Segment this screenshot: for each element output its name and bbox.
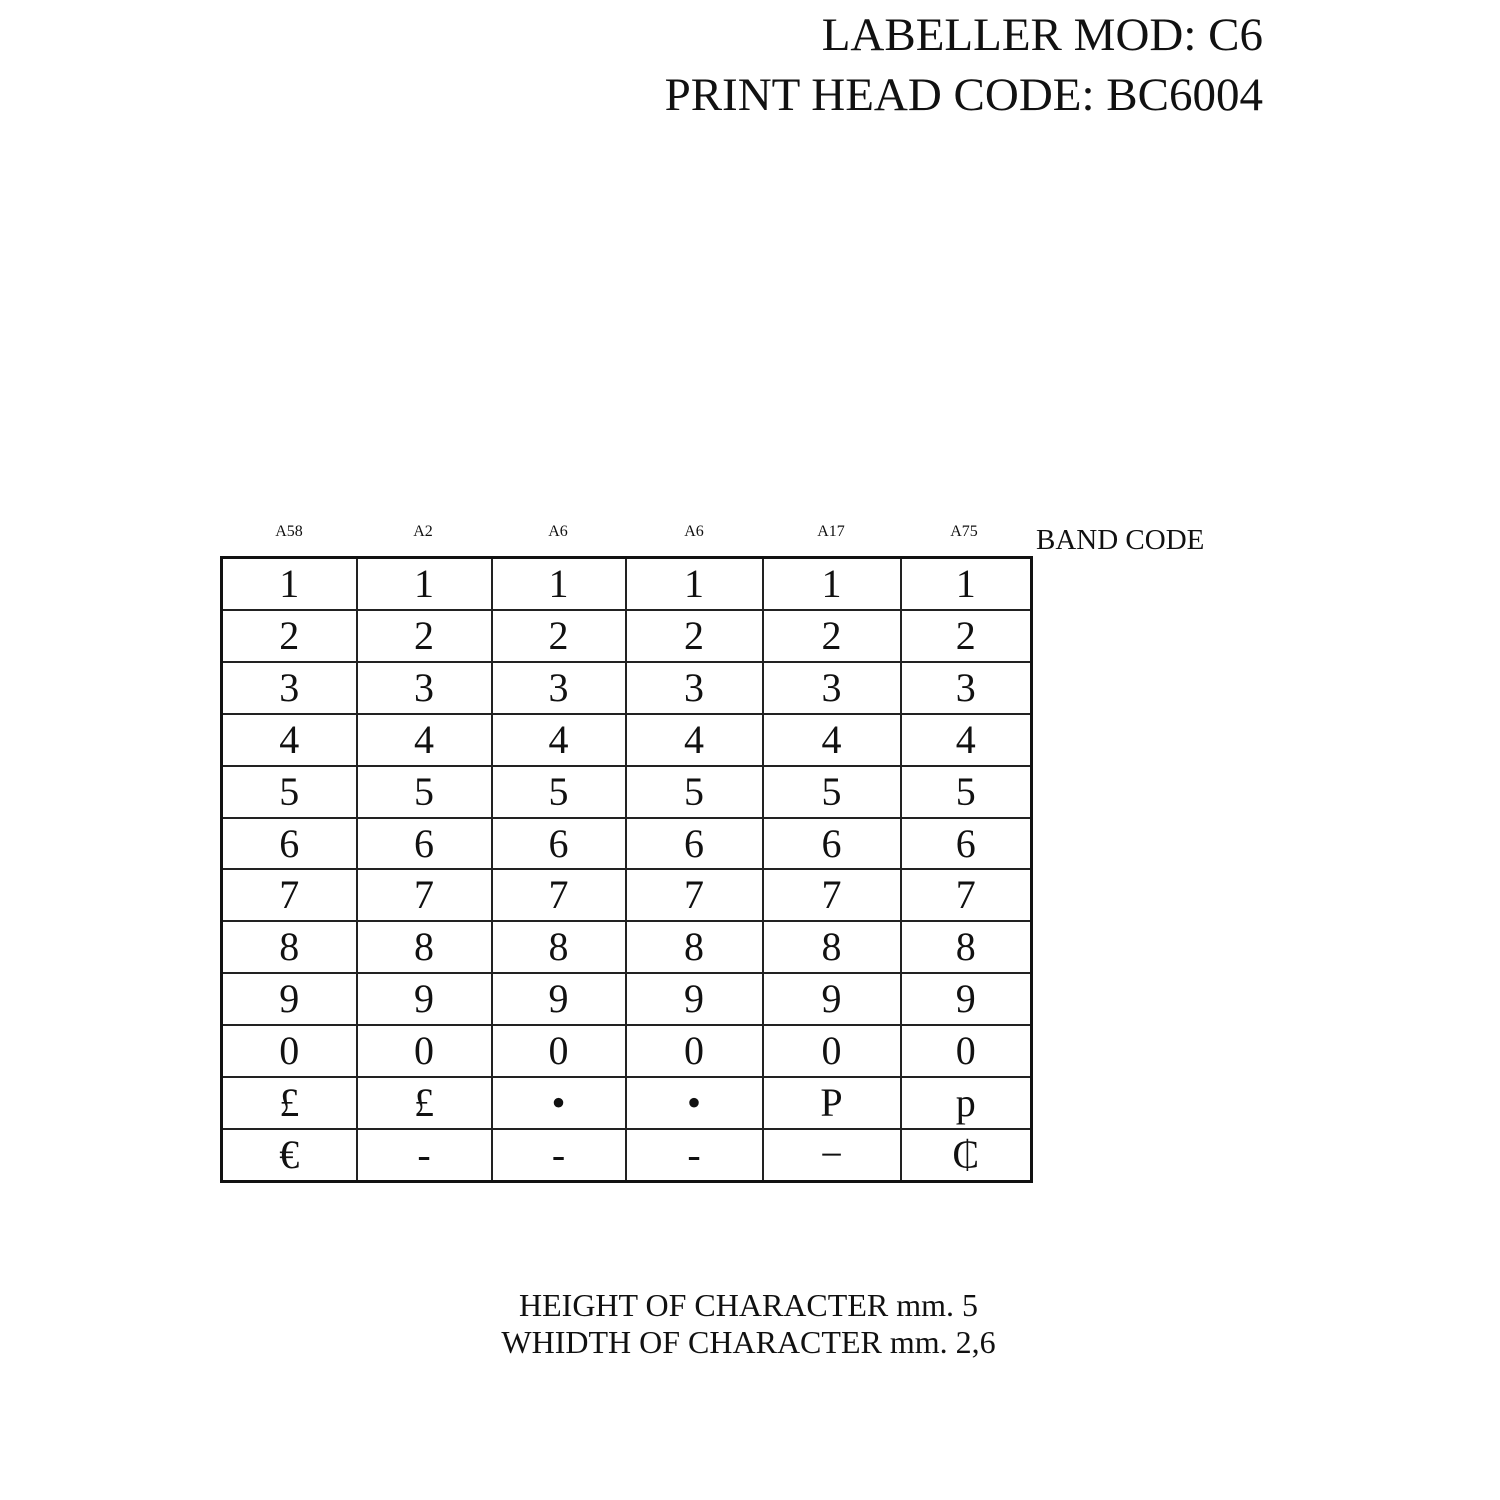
table-cell: £	[357, 1077, 492, 1129]
table-cell: 5	[492, 766, 626, 818]
table-cell: 4	[492, 714, 626, 766]
table-cell: 8	[626, 921, 763, 973]
print-head-code-title: PRINT HEAD CODE: BC6004	[664, 69, 1263, 121]
table-cell: 1	[763, 558, 901, 610]
table-cell: 5	[626, 766, 763, 818]
table-row	[222, 1129, 1032, 1182]
band-code-label: BAND CODE	[1036, 524, 1205, 556]
table-cell: £	[222, 1077, 357, 1129]
table-cell: 6	[357, 818, 492, 870]
table-cell: 7	[626, 869, 763, 921]
table-cell: -	[357, 1129, 492, 1182]
table-row	[222, 1077, 1032, 1129]
table-cell: 3	[901, 662, 1032, 714]
table-cell: 3	[626, 662, 763, 714]
table-cell: 6	[901, 818, 1032, 870]
table-row	[222, 921, 1032, 973]
table-cell: 3	[492, 662, 626, 714]
table-cell: 2	[901, 610, 1032, 662]
table-cell: 2	[357, 610, 492, 662]
table-cell: 5	[222, 766, 357, 818]
table-cell: €	[222, 1129, 357, 1182]
table-cell: 3	[222, 662, 357, 714]
table-row	[222, 558, 1032, 610]
table-cell: 6	[763, 818, 901, 870]
table-row	[222, 869, 1032, 921]
table-cell: 1	[492, 558, 626, 610]
table-cell: 0	[763, 1025, 901, 1077]
table-cell: -	[492, 1129, 626, 1182]
table-row	[222, 662, 1032, 714]
table-cell: 7	[763, 869, 901, 921]
table-row	[222, 610, 1032, 662]
table-cell: 8	[357, 921, 492, 973]
table-cell: 9	[901, 973, 1032, 1025]
band-code-3: A6	[548, 523, 568, 540]
table-cell: 1	[901, 558, 1032, 610]
table-cell: 9	[222, 973, 357, 1025]
table-cell: •	[492, 1077, 626, 1129]
table-row	[222, 1025, 1032, 1077]
table-cell: 6	[492, 818, 626, 870]
table-cell: 9	[492, 973, 626, 1025]
table-cell: 2	[763, 610, 901, 662]
table-cell: 8	[901, 921, 1032, 973]
band-code-1: A58	[275, 523, 303, 540]
character-table	[220, 556, 1033, 1183]
table-cell: 4	[222, 714, 357, 766]
table-cell: 5	[357, 766, 492, 818]
table-cell: 2	[222, 610, 357, 662]
band-code-2: A2	[413, 523, 433, 540]
table-cell: 9	[763, 973, 901, 1025]
table-cell: 0	[357, 1025, 492, 1077]
table-cell: 1	[357, 558, 492, 610]
table-cell: 3	[763, 662, 901, 714]
table-cell: 6	[626, 818, 763, 870]
table-cell: 0	[901, 1025, 1032, 1077]
table-cell: 1	[222, 558, 357, 610]
table-cell: 7	[901, 869, 1032, 921]
table-cell: 2	[626, 610, 763, 662]
table-cell: p	[901, 1077, 1032, 1129]
table-cell: 1	[626, 558, 763, 610]
table-cell: 8	[492, 921, 626, 973]
character-width-note: WHIDTH OF CHARACTER mm. 2,6	[501, 1324, 996, 1360]
table-cell: 4	[626, 714, 763, 766]
table-row	[222, 818, 1032, 870]
table-cell: 2	[492, 610, 626, 662]
table-cell: •	[626, 1077, 763, 1129]
table-cell: 4	[901, 714, 1032, 766]
band-code-6: A75	[950, 523, 978, 540]
table-cell: 4	[357, 714, 492, 766]
table-cell: 0	[492, 1025, 626, 1077]
table-cell: 8	[222, 921, 357, 973]
table-cell: 9	[357, 973, 492, 1025]
table-cell: ₵	[901, 1129, 1032, 1182]
table-cell: 5	[763, 766, 901, 818]
table-cell: 3	[357, 662, 492, 714]
table-cell: 7	[492, 869, 626, 921]
table-row	[222, 766, 1032, 818]
table-cell: 7	[357, 869, 492, 921]
table-row	[222, 714, 1032, 766]
table-cell: 6	[222, 818, 357, 870]
table-cell: 0	[626, 1025, 763, 1077]
table-cell: -	[626, 1129, 763, 1182]
table-cell: 0	[222, 1025, 357, 1077]
labeller-model-title: LABELLER MOD: C6	[821, 9, 1263, 61]
table-row	[222, 973, 1032, 1025]
table-cell: 5	[901, 766, 1032, 818]
table-cell: 9	[626, 973, 763, 1025]
table-cell: 4	[763, 714, 901, 766]
table-cell: −	[763, 1129, 901, 1182]
table-cell: 8	[763, 921, 901, 973]
character-height-note: HEIGHT OF CHARACTER mm. 5	[519, 1287, 978, 1323]
band-code-5: A17	[817, 523, 845, 540]
band-code-4: A6	[684, 523, 704, 540]
table-cell: P	[763, 1077, 901, 1129]
table-cell: 7	[222, 869, 357, 921]
